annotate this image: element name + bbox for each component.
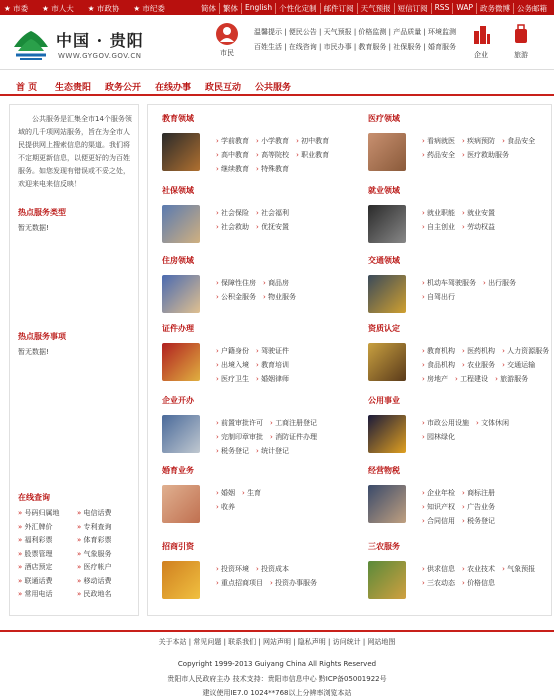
query-row (18, 561, 136, 575)
service-link[interactable]: › 户籍身份 (216, 344, 249, 358)
person-icon (216, 23, 238, 45)
service-link[interactable]: › 社会救助 (216, 220, 249, 234)
section-items (216, 206, 346, 234)
service-link[interactable]: › 食品安全 (502, 134, 535, 148)
hot-items-title: 热点服务事项 (18, 332, 66, 341)
top-link[interactable]: 简体 (201, 4, 216, 13)
service-link[interactable]: › 婚姻律师 (256, 372, 289, 386)
top-right-links (198, 3, 550, 14)
query-row (18, 588, 136, 602)
item-row (422, 576, 552, 590)
service-link[interactable]: › 市政公用设施 (422, 416, 469, 430)
section-items (422, 416, 552, 444)
query-row (18, 534, 136, 548)
top-left-links (4, 3, 179, 14)
site-header (0, 15, 554, 70)
header-links-row[interactable]: 温馨提示 | 便民公告 | 天气预报 | 价格监测 | 产品质量 | 环境监测 (254, 28, 457, 36)
section-title[interactable]: 公用事业 (368, 396, 400, 405)
section-title[interactable]: 住房领域 (162, 256, 194, 265)
section-image[interactable] (162, 343, 200, 381)
item-row (422, 220, 552, 234)
service-link[interactable]: › 医疗卫生 (216, 372, 249, 386)
top-link[interactable]: WAP (452, 3, 476, 14)
item-row (422, 134, 552, 148)
item-row (216, 134, 346, 148)
query-link[interactable]: » 医疗帐户 (77, 561, 136, 575)
section-items (422, 206, 552, 234)
service-link[interactable]: › 知识产权 (422, 500, 455, 514)
tourism-entry[interactable] (504, 23, 538, 60)
service-section (354, 255, 554, 325)
service-link[interactable]: › 广告业务 (462, 500, 495, 514)
service-link[interactable]: › 旅游服务 (495, 372, 528, 386)
nav-home[interactable]: 首 页 (16, 83, 38, 93)
footer (0, 630, 554, 699)
service-section (354, 185, 554, 255)
header-links-row[interactable]: 百姓生活 | 在线咨询 | 市民办事 | 教育服务 | 社保服务 | 婚育服务 (254, 43, 457, 51)
service-link[interactable]: › 初中教育 (296, 134, 329, 148)
section-title[interactable]: 就业领域 (368, 186, 400, 195)
copyright: Copyright 1999-2013 Guiyang China All Rights Reserved (177, 660, 377, 668)
query-link[interactable]: » 电信话费 (77, 507, 136, 521)
item-row (422, 206, 552, 220)
service-link[interactable]: › 完制印章审批 (216, 430, 263, 444)
nav-public-service[interactable]: 公共服务 (255, 83, 292, 93)
item-row (422, 276, 552, 290)
sponsor-info: 贵阳市人民政府主办 技术支持：贵阳市信息中心 黔ICP备05001922号 (167, 675, 387, 683)
query-link[interactable]: » 民政地名 (77, 588, 136, 602)
item-row (216, 486, 346, 500)
service-section (148, 541, 348, 611)
item-row (422, 290, 552, 304)
service-section (148, 395, 348, 465)
section-image[interactable] (162, 561, 200, 599)
item-row (216, 444, 346, 458)
service-link[interactable]: › 自驾出行 (422, 290, 455, 304)
query-row (18, 521, 136, 535)
section-items (216, 416, 346, 458)
query-link[interactable]: » 福利彩票 (18, 534, 77, 548)
service-link[interactable]: › 特殊教育 (256, 162, 289, 176)
service-link[interactable]: › 商标注册 (462, 486, 495, 500)
hot-types-empty: 暂无数据! (18, 224, 49, 232)
item-row (216, 276, 346, 290)
hot-types-title: 热点服务类型 (18, 208, 66, 217)
item-row (216, 344, 346, 358)
service-link[interactable]: › 劳动权益 (462, 220, 495, 234)
main-nav (0, 74, 554, 96)
top-link[interactable]: ★ 市政协 (87, 4, 120, 13)
section-image[interactable] (162, 205, 200, 243)
section-image[interactable] (162, 485, 200, 523)
service-link[interactable]: › 商品房 (263, 276, 289, 290)
top-link[interactable]: 公务邮箱 (513, 3, 550, 14)
nav-eco-guiyang[interactable]: 生态贵阳 (55, 83, 92, 93)
luggage-icon (510, 23, 532, 45)
top-link[interactable]: RSS (431, 3, 453, 14)
service-link[interactable]: › 优抚安置 (256, 220, 289, 234)
service-link[interactable]: › 农业服务 (462, 358, 495, 372)
item-row (422, 500, 552, 514)
service-link[interactable]: › 前置审批许可 (216, 416, 263, 430)
service-link[interactable]: › 税务登记 (462, 514, 495, 528)
item-row (422, 416, 552, 430)
section-title[interactable]: 三农服务 (368, 542, 400, 551)
top-link[interactable]: English (241, 3, 275, 14)
service-link[interactable]: › 高等院校 (256, 148, 289, 162)
query-link[interactable]: » 外汇牌价 (18, 521, 77, 535)
item-row (216, 290, 346, 304)
service-link[interactable]: › 教育培训 (256, 358, 289, 372)
browser-note: 建议使用IE7.0 1024**768以上分辨率浏览本站 (202, 689, 352, 697)
section-items (216, 344, 346, 386)
section-items (216, 486, 346, 514)
enterprise-label: 企业 (474, 51, 488, 59)
service-link[interactable]: › 投资办事服务 (270, 576, 317, 590)
service-section (148, 185, 348, 255)
service-link[interactable]: › 物业服务 (263, 290, 296, 304)
section-image[interactable] (368, 205, 406, 243)
service-section (148, 113, 348, 183)
service-link[interactable]: › 税务登记 (216, 444, 249, 458)
query-link[interactable]: » 体育彩票 (77, 534, 136, 548)
query-row (18, 507, 136, 521)
section-title[interactable]: 交通领域 (368, 256, 400, 265)
service-link[interactable]: › 就业职能 (422, 206, 455, 220)
service-link[interactable]: › 三农动态 (422, 576, 455, 590)
section-image[interactable] (162, 275, 200, 313)
site-domain: WWW.GYGOV.GOV.CN (58, 52, 142, 60)
service-link[interactable]: › 职业教育 (296, 148, 329, 162)
tourism-label: 旅游 (514, 51, 528, 59)
service-link[interactable]: › 高中教育 (216, 148, 249, 162)
service-link[interactable]: › 小学教育 (256, 134, 289, 148)
nav-online-service[interactable]: 在线办事 (155, 83, 192, 93)
section-title[interactable]: 资质认定 (368, 324, 400, 333)
section-image[interactable] (162, 133, 200, 171)
top-link[interactable]: ★ 市委 (4, 4, 29, 13)
service-link[interactable]: › 疾病预防 (462, 134, 495, 148)
top-link[interactable]: 天气预报 (357, 3, 394, 14)
sidebar (9, 104, 139, 616)
top-link[interactable]: 邮件订阅 (320, 3, 357, 14)
service-link[interactable]: › 气象预报 (502, 562, 535, 576)
section-items (216, 276, 346, 304)
service-link[interactable]: › 社会福利 (256, 206, 289, 220)
service-link[interactable]: › 收养 (216, 500, 235, 514)
service-link[interactable]: › 工程建设 (455, 372, 488, 386)
query-list (18, 507, 136, 602)
section-image[interactable] (368, 275, 406, 313)
section-image[interactable] (368, 343, 406, 381)
service-link[interactable]: › 消防证件办理 (270, 430, 317, 444)
service-link[interactable]: › 公积金服务 (216, 290, 256, 304)
service-link[interactable]: › 投资环境 (216, 562, 249, 576)
item-row (422, 372, 552, 386)
service-link[interactable]: › 交通运输 (502, 358, 535, 372)
logo-icon[interactable] (12, 27, 50, 61)
service-link[interactable]: › 企业年检 (422, 486, 455, 500)
nav-interaction[interactable]: 政民互动 (205, 83, 242, 93)
item-row (422, 344, 552, 358)
query-link[interactable]: » 号码归属地 (18, 507, 77, 521)
service-link[interactable]: › 教育机构 (422, 344, 455, 358)
top-link[interactable]: 个性化定制 (275, 3, 320, 14)
service-link[interactable]: › 学前教育 (216, 134, 249, 148)
section-title[interactable]: 医疗领域 (368, 114, 400, 123)
item-row (216, 220, 346, 234)
section-title[interactable]: 企业开办 (162, 396, 194, 405)
top-bar (0, 0, 554, 15)
service-link[interactable]: › 出境入境 (216, 358, 249, 372)
service-link[interactable]: › 房地产 (422, 372, 448, 386)
section-items (216, 562, 346, 590)
service-link[interactable]: › 机动车驾驶服务 (422, 276, 476, 290)
service-link[interactable]: › 社会保险 (216, 206, 249, 220)
item-row (422, 562, 552, 576)
query-link[interactable]: » 酒店预定 (18, 561, 77, 575)
service-link[interactable]: › 文体休闲 (476, 416, 509, 430)
service-link[interactable]: › 继续教育 (216, 162, 249, 176)
item-row (422, 358, 552, 372)
section-items (422, 134, 552, 162)
section-title[interactable]: 教育领域 (162, 114, 194, 123)
item-row (422, 430, 552, 444)
item-row (216, 358, 346, 372)
top-link[interactable]: ★ 市人大 (42, 4, 74, 13)
service-grid (147, 104, 552, 616)
item-row (216, 148, 346, 162)
query-link[interactable]: » 气象服务 (77, 548, 136, 562)
service-link[interactable]: › 食品机构 (422, 358, 455, 372)
item-row (422, 148, 552, 162)
query-title: 在线查询 (18, 493, 50, 502)
query-row (18, 575, 136, 589)
intro-text: 公共服务是汇集全市14个服务领域的几千项网站服务，旨在为全市人民提供网上搜索信息的渠道。我们将不定期更新信息，以便更好的为百姓服务。如您发现有错误或不妥之处，欢迎来电来信反映！ (18, 115, 132, 188)
query-row (18, 548, 136, 562)
section-title[interactable]: 经营物税 (368, 466, 400, 475)
footer-links[interactable]: 关于本站 | 常见问题 | 联系我们 | 网站声明 | 隐私声明 | 访问统计 | 网站地图 (158, 638, 396, 646)
item-row (216, 430, 346, 444)
service-section (354, 541, 554, 611)
service-section (354, 465, 554, 535)
service-section (354, 323, 554, 393)
service-link[interactable]: › 出行服务 (483, 276, 516, 290)
service-link[interactable]: › 医药机构 (462, 344, 495, 358)
item-row (216, 416, 346, 430)
section-image[interactable] (368, 133, 406, 171)
service-link[interactable]: › 供求信息 (422, 562, 455, 576)
service-link[interactable]: › 农业技术 (462, 562, 495, 576)
top-link[interactable]: 政务微博 (476, 3, 513, 14)
section-title[interactable]: 社保领域 (162, 186, 194, 195)
item-row (216, 372, 346, 386)
service-link[interactable]: › 保障性住房 (216, 276, 256, 290)
item-row (216, 500, 346, 514)
item-row (216, 562, 346, 576)
item-row (422, 486, 552, 500)
enterprise-entry[interactable] (464, 23, 498, 60)
service-link[interactable]: › 自主创业 (422, 220, 455, 234)
section-items (422, 344, 552, 386)
hot-items-empty: 暂无数据! (18, 348, 49, 356)
service-link[interactable]: › 投资成本 (256, 562, 289, 576)
section-image[interactable] (368, 561, 406, 599)
service-link[interactable]: › 园林绿化 (422, 430, 455, 444)
site-name: 中国 · 贵阳 (56, 31, 144, 50)
service-link[interactable]: › 看病就医 (422, 134, 455, 148)
nav-gov-affairs[interactable]: 政务公开 (105, 83, 142, 93)
item-row (422, 514, 552, 528)
service-section (148, 255, 348, 325)
service-link[interactable]: › 就业安置 (462, 206, 495, 220)
service-link[interactable]: › 合同信用 (422, 514, 455, 528)
service-section (148, 323, 348, 393)
service-link[interactable]: › 药品安全 (422, 148, 455, 162)
service-link[interactable]: › 驾驶证件 (256, 344, 289, 358)
query-link[interactable]: » 专利查询 (77, 521, 136, 535)
service-section (354, 113, 554, 183)
item-row (216, 206, 346, 220)
section-items (422, 562, 552, 590)
query-link[interactable]: » 联通话费 (18, 575, 77, 589)
citizen-label: 市民 (220, 49, 234, 57)
service-link[interactable]: › 人力资源服务 (502, 344, 549, 358)
service-link[interactable]: › 重点招商项目 (216, 576, 263, 590)
service-link[interactable]: › 婚姻 (216, 486, 235, 500)
query-link[interactable]: » 股票管理 (18, 548, 77, 562)
building-icon (470, 23, 492, 45)
section-items (422, 276, 552, 304)
section-title[interactable]: 证件办理 (162, 324, 194, 333)
header-quick-links[interactable] (254, 25, 459, 55)
section-title[interactable]: 婚育业务 (162, 466, 194, 475)
service-link[interactable]: › 医疗救助服务 (462, 148, 509, 162)
section-image[interactable] (368, 415, 406, 453)
query-link[interactable]: » 移动话费 (77, 575, 136, 589)
service-link[interactable]: › 统计登记 (256, 444, 289, 458)
service-section (354, 395, 554, 465)
item-row (216, 576, 346, 590)
service-link[interactable]: › 工商注册登记 (270, 416, 317, 430)
section-title[interactable]: 招商引资 (162, 542, 194, 551)
section-image[interactable] (368, 485, 406, 523)
service-link[interactable]: › 价格信息 (462, 576, 495, 590)
top-link[interactable]: 短信订阅 (394, 3, 431, 14)
service-link[interactable]: › 生育 (242, 486, 261, 500)
item-row (216, 162, 346, 176)
section-image[interactable] (162, 415, 200, 453)
citizen-entry[interactable] (210, 23, 244, 58)
top-link[interactable]: ★ 市纪委 (133, 4, 165, 13)
top-link[interactable]: 繁体 (219, 3, 241, 14)
service-section (148, 465, 348, 535)
section-items (422, 486, 552, 528)
section-items (216, 134, 346, 176)
query-link[interactable]: » 常用电话 (18, 588, 77, 602)
